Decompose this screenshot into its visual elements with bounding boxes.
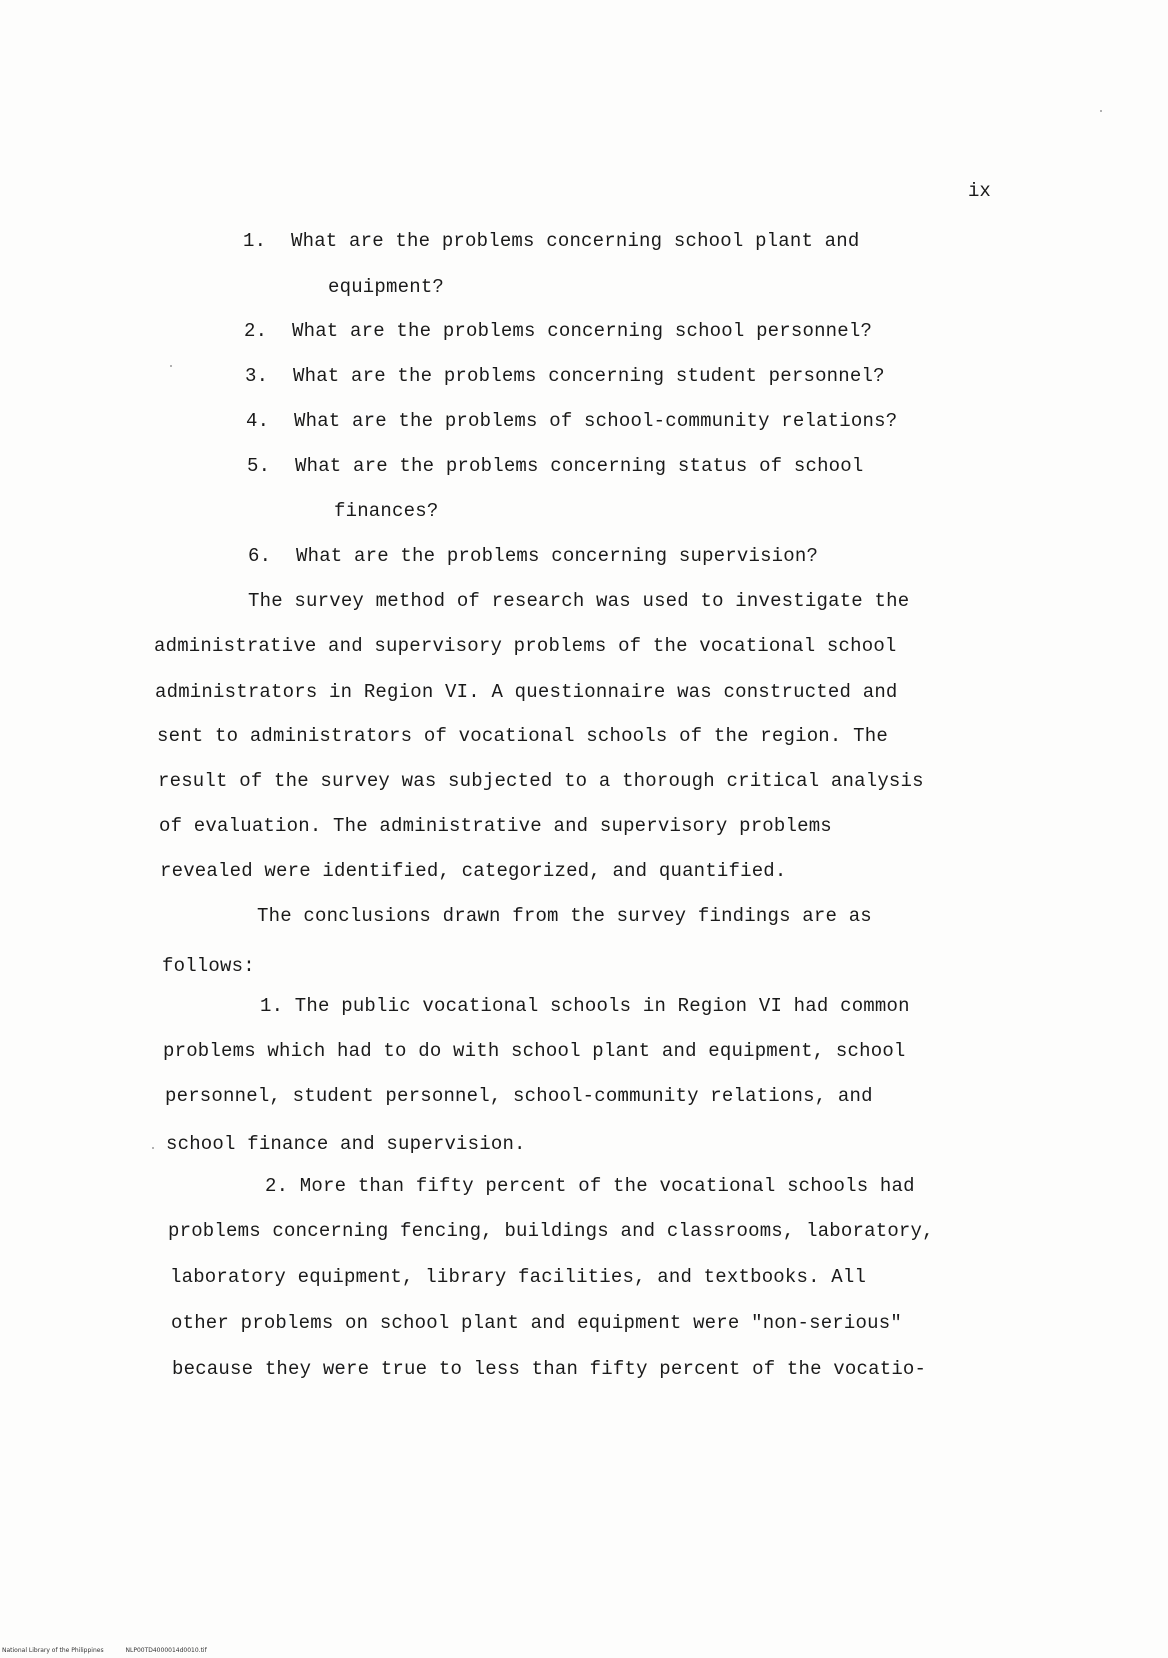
question-3 [245, 365, 885, 387]
conclusion-1-line: school finance and supervision. [166, 1133, 526, 1155]
question-text: What are the problems concerning student personnel? [293, 365, 885, 387]
question-number: 2. [244, 320, 268, 342]
footer-file: NLP00TD4000014d0010.tif [125, 1647, 207, 1654]
question-1-continuation: equipment? [328, 276, 445, 298]
question-5 [247, 455, 864, 477]
scan-footer [2, 1647, 227, 1654]
method-paragraph-line: administrative and supervisory problems of the vocational school [154, 635, 897, 657]
question-2 [244, 320, 872, 342]
method-paragraph-line: administrators in Region VI. A questionnaire was constructed and [155, 681, 898, 703]
scan-speck [152, 1147, 154, 1149]
conclusion-2-line: problems concerning fencing, buildings and classrooms, laboratory, [168, 1220, 934, 1242]
method-paragraph-line: of evaluation. The administrative and supervisory problems [159, 815, 832, 837]
scan-speck [170, 365, 172, 367]
question-number: 3. [245, 365, 269, 387]
conclusion-1-line: personnel, student personnel, school-community relations, and [165, 1085, 873, 1107]
question-text: What are the problems concerning school personnel? [292, 320, 873, 342]
method-paragraph-line: revealed were identified, categorized, and quantified. [160, 860, 787, 882]
method-paragraph-line: sent to administrators of vocational schools of the region. The [157, 725, 888, 747]
question-5-continuation: finances? [334, 500, 439, 522]
question-4 [246, 410, 897, 432]
conclusion-2-line: because they were true to less than fifty percent of the vocatio- [172, 1358, 927, 1380]
question-number: 4. [246, 410, 270, 432]
conclusion-1-line: 1. The public vocational schools in Region VI had common [260, 995, 910, 1017]
conclusion-1-line: problems which had to do with school plant and equipment, school [163, 1040, 906, 1062]
page-number: ix [968, 180, 991, 202]
conclusions-intro-line: The conclusions drawn from the survey findings are as [257, 905, 872, 927]
question-text: What are the problems concerning school plant and [291, 230, 860, 252]
question-text: What are the problems of school-community relations? [294, 410, 898, 432]
question-number: 6. [248, 545, 272, 567]
question-number: 1. [243, 230, 267, 252]
footer-library: National Library of the Philippines [2, 1647, 104, 1654]
conclusion-2-line: 2. More than fifty percent of the vocational schools had [265, 1175, 915, 1197]
conclusion-2-line: laboratory equipment, library facilities, and textbooks. All [170, 1266, 867, 1288]
question-1 [243, 230, 860, 252]
question-text: What are the problems concerning supervision? [296, 545, 819, 567]
method-paragraph-line: The survey method of research was used to investigate the [248, 590, 910, 612]
conclusion-2-line: other problems on school plant and equipment were "non-serious" [171, 1312, 902, 1334]
question-text: What are the problems concerning status of school [295, 455, 864, 477]
question-number: 5. [247, 455, 271, 477]
question-6 [248, 545, 818, 567]
scan-speck [1100, 110, 1102, 112]
method-paragraph-line: result of the survey was subjected to a thorough critical analysis [158, 770, 924, 792]
conclusions-intro-line: follows: [162, 955, 255, 977]
